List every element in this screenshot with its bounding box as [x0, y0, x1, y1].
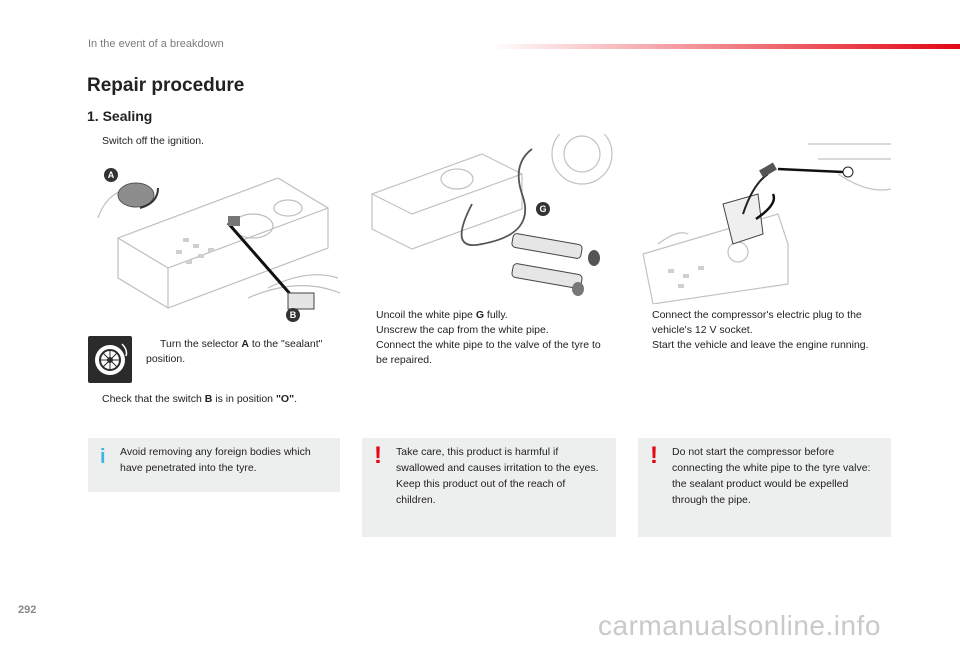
info-note-text: Avoid removing any foreign bodies which have penetrated into the tyre.	[120, 446, 311, 474]
bullet-mark	[638, 338, 652, 353]
step-switch	[88, 392, 348, 407]
bullet-mark	[638, 308, 652, 338]
warning-icon: !	[650, 442, 658, 469]
pipe-letter: G	[475, 309, 484, 321]
step-switch-text-end: .	[294, 393, 297, 405]
col3-steps	[638, 308, 888, 353]
step-start-engine-text: Start the vehicle and leave the engine running.	[652, 339, 869, 351]
socket-drawing	[638, 134, 891, 304]
step-start-engine	[638, 338, 888, 353]
section-title: 1. Sealing	[87, 108, 153, 124]
compressor-illustration	[88, 158, 340, 328]
socket-illustration	[638, 134, 891, 304]
warning-note-compressor	[638, 438, 891, 537]
warning-icon: !	[374, 442, 382, 469]
col2-steps	[362, 308, 612, 368]
switch-letter: B	[204, 393, 213, 405]
label-g-marker: G	[536, 202, 550, 216]
step-plug-in	[638, 308, 888, 338]
section-header: In the event of a breakdown	[88, 38, 224, 50]
step-selector	[146, 337, 326, 367]
info-icon: i	[100, 446, 106, 468]
watermark: carmanualsonline.info	[598, 610, 881, 641]
page-number: 292	[18, 604, 37, 616]
white-pipe-drawing	[362, 134, 616, 302]
step-uncoil-text: Uncoil the white pipe	[376, 309, 476, 321]
white-pipe-illustration	[362, 134, 616, 302]
step-unscrew	[362, 323, 612, 338]
compressor-drawing	[88, 158, 340, 328]
step-unscrew-text: Unscrew the cap from the white pipe.	[376, 324, 549, 336]
step-connect-pipe-text: Connect the white pipe to the valve of the tyre to be repaired.	[376, 339, 601, 366]
warning-note-compressor-text: Do not start the compressor before connecting the white pipe to the tyre valve: the sealant product would be expelled through the pipe.	[672, 446, 871, 506]
warning-note-harmful-text: Take care, this product is harmful if swallowed and causes irritation to the eyes. Keep this product out of the reach of children.	[396, 446, 599, 506]
step-plug-in-text: Connect the compressor's electric plug to the vehicle's 12 V socket.	[652, 309, 862, 336]
page-title: Repair procedure	[87, 75, 245, 96]
bullet-mark	[362, 338, 376, 368]
step-switch-text-mid: is in position	[212, 393, 276, 405]
sealant-wheel-icon	[88, 336, 132, 383]
label-a-marker: A	[104, 168, 118, 182]
info-note	[88, 438, 340, 492]
warning-note-harmful	[362, 438, 616, 537]
header-accent-bar	[490, 44, 960, 49]
step-ignition	[88, 134, 328, 149]
step-selector-text-end: to the "sealant" position.	[146, 338, 323, 365]
label-b-marker: B	[286, 308, 300, 322]
switch-position: "O"	[275, 393, 295, 405]
step-switch-text: Check that the switch	[102, 393, 205, 405]
step-uncoil	[362, 308, 612, 323]
step-selector-text: Turn the selector	[160, 338, 242, 350]
step-ignition-text: Switch off the ignition.	[102, 135, 204, 147]
step-uncoil-text-end: fully.	[483, 309, 508, 321]
selector-letter: A	[241, 338, 249, 350]
step-connect-pipe	[362, 338, 612, 368]
wheel-glyph	[88, 336, 132, 383]
